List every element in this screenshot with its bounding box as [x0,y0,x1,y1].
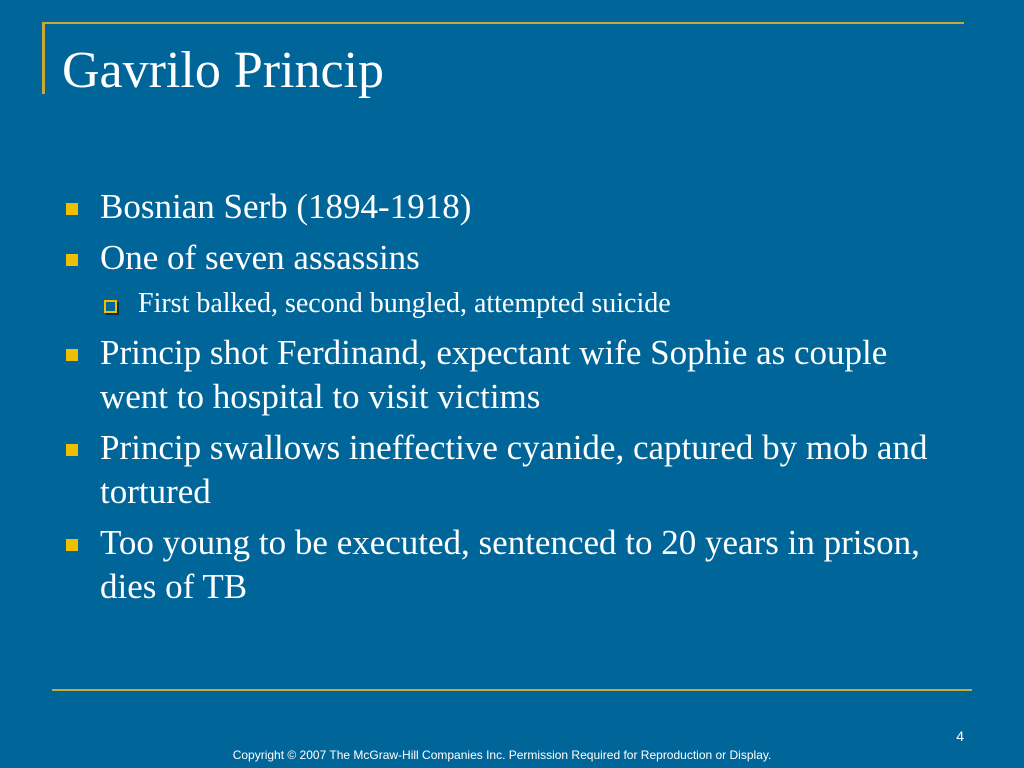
hollow-square-bullet-icon [104,300,117,313]
square-bullet-icon [66,254,78,266]
bullet-item [62,426,962,514]
bullet-item [62,331,962,419]
frame-top-line [42,22,964,24]
bullet-item [62,236,962,280]
square-bullet-icon [66,444,78,456]
bullet-text: One of seven assassins [100,238,420,277]
bullet-text: Princip swallows ineffective cyanide, captured by mob and tortured [100,428,928,511]
sub-bullet-text: First balked, second bungled, attempted suicide [138,288,671,319]
bullet-text: Bosnian Serb (1894-1918) [100,187,472,226]
square-bullet-icon [66,539,78,551]
bullet-item [62,185,962,229]
bullet-item [62,521,962,609]
slide-number: 4 [956,728,964,744]
copyright-footer: Copyright © 2007 The McGraw-Hill Companies Inc. Permission Required for Reproduction or Display. [232,748,772,762]
square-bullet-icon [66,349,78,361]
frame-bottom-line [52,689,972,691]
bullet-list [62,185,962,616]
square-bullet-icon [66,203,78,215]
bullet-text: Too young to be executed, sentenced to 20 years in prison, dies of TB [100,523,920,606]
slide-title: Gavrilo Princip [62,42,385,99]
sub-bullet-item [62,285,962,323]
frame-left-line [42,22,45,94]
bullet-text: Princip shot Ferdinand, expectant wife Sophie as couple went to hospital to visit victims [100,333,888,416]
